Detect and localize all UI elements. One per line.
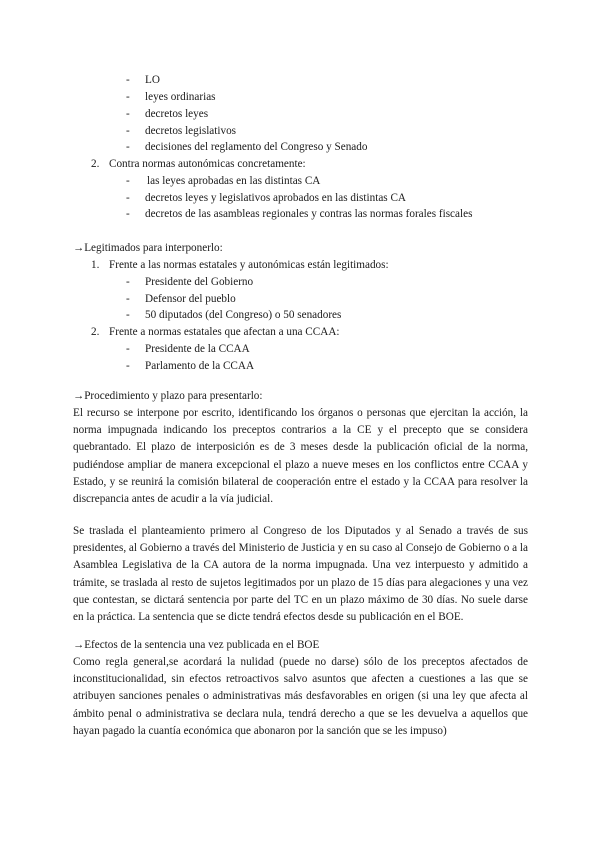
list-bullet: - (126, 192, 130, 204)
list-item: decretos de las asambleas regionales y contras las normas forales fiscales (145, 208, 473, 220)
list-number: 2. (91, 326, 100, 338)
list-bullet: - (126, 208, 130, 220)
list-bullet: - (126, 74, 130, 86)
list-item: decretos leyes y legislativos aprobados en las distintas CA (145, 192, 406, 204)
list-bullet: - (126, 276, 130, 288)
list-item: las leyes aprobadas en las distintas CA (147, 175, 321, 187)
paragraph-procedimiento: El recurso se interpone por escrito, identificando los órganos o personas que ejercitan la acción, la norma impugnada indicando los preceptos contrarios a la CE y el precepto que se considera quebrantado. El plazo de interposición es de 3 meses desde la publicación oficial de la norma, pudiéndose ampliar de manera excepcional el plazo a nueve meses en los conflictos entre CCAA y Estado, y se reunirá la comisión bilateral de cooperación entre el estado y la CCAA para resolver la discrepancia antes de acudir a la vía judicial. (73, 407, 528, 506)
list-item: Defensor del pueblo (145, 293, 236, 305)
list-bullet: - (126, 141, 130, 153)
list-bullet: - (126, 125, 130, 137)
list-bullet: - (126, 360, 130, 372)
paragraph-tramite: Se traslada el planteamiento primero al Congreso de los Diputados y al Senado a través de sus presidentes, al Gobierno a través del Ministerio de Justicia y en su caso al Consejo de Gobierno o a la Asamblea Legislativa de la CA autora de la norma impugnada. Una vez interpuesto y admitido a trámite, se traslada al resto de sujetos legitimados por un plazo de 15 días para alegaciones y una vez que contestan, se dictará sentencia por parte del TC en un plazo máximo de 30 días. No suele darse en la práctica. La sentencia que se dicte tendrá efectos desde su publicación en el BOE. (73, 525, 528, 624)
list-bullet: - (126, 293, 130, 305)
list-item: Presidente del Gobierno (145, 276, 254, 288)
list-item-heading: Frente a normas estatales que afectan a una CCAA: (109, 326, 340, 338)
list-item: Presidente de la CCAA (145, 343, 250, 355)
list-item-heading: Contra normas autonómicas concretamente: (109, 158, 306, 170)
list-number: 1. (91, 259, 100, 271)
list-number: 2. (91, 158, 100, 170)
list-item: decisiones del reglamento del Congreso y Senado (145, 141, 368, 153)
list-bullet: - (126, 91, 130, 103)
list-item: Parlamento de la CCAA (145, 360, 255, 372)
list-item: LO (145, 74, 160, 86)
list-bullet: - (126, 175, 130, 187)
list-item: decretos legislativos (145, 125, 237, 137)
list-item-heading: Frente a las normas estatales y autonómicas están legitimados: (109, 259, 389, 271)
section-heading-legitimados: →Legitimados para interponerlo: (73, 242, 223, 254)
list-item: leyes ordinarias (145, 91, 216, 103)
list-item: 50 diputados (del Congreso) o 50 senadores (145, 309, 342, 321)
list-bullet: - (126, 108, 130, 120)
section-heading-efectos: →Efectos de la sentencia una vez publicada en el BOE (73, 639, 320, 651)
list-bullet: - (126, 343, 130, 355)
list-item: decretos leyes (145, 108, 209, 120)
section-heading-procedimiento: →Procedimiento y plazo para presentarlo: (73, 390, 263, 402)
paragraph-efectos: Como regla general,se acordará la nulidad (puede no darse) sólo de los preceptos afectados de inconstitucionalidad, sin efectos retroactivos salvo asuntos que afecten a cuestiones a las que se atribuyen sanciones penales o administrativas más desfavorables en origen (si una ley que afecta al ámbito penal o administrativa se declara nula, tendrá derecho a que se les devuelva a aquellos que hayan pagado la cuantía económica que abonaron por la sanción que se les impuso) (73, 656, 528, 737)
list-bullet: - (126, 309, 130, 321)
